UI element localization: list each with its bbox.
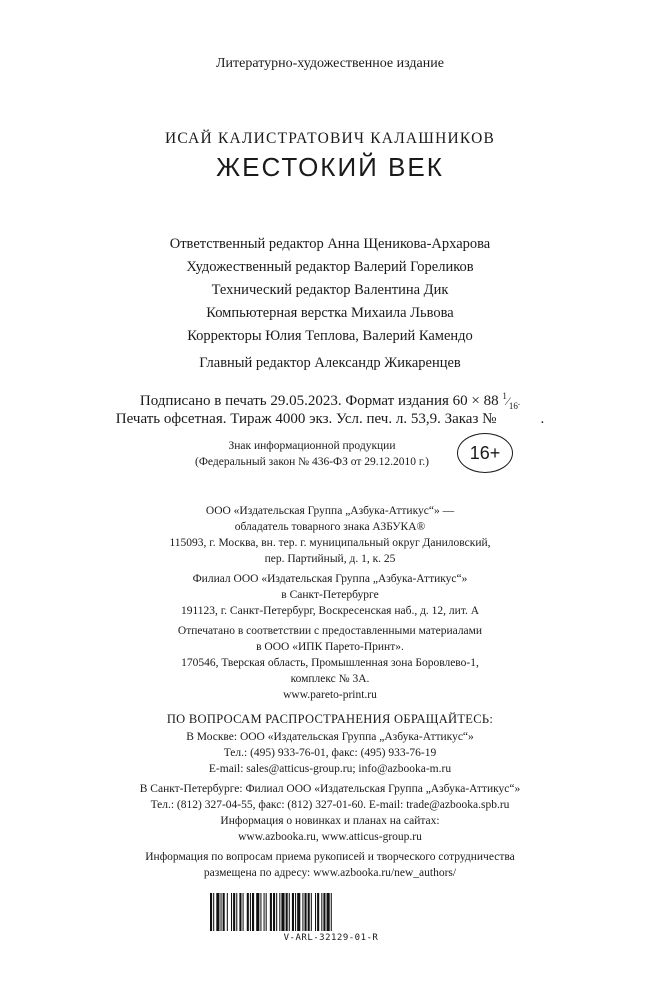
branch-line: Филиал ООО «Издательская Группа „Азбука-Аттикус“» [192, 573, 468, 585]
barcode-bar [273, 893, 275, 931]
barcode-bar [216, 893, 219, 931]
spb-line: Тел.: (812) 327-04-55, факс: (812) 327-01-60. E-mail: trade@azbooka.spb.ru [150, 799, 510, 811]
barcode-number: V-ARL-32129-01-R [283, 933, 379, 943]
barcode-bar [321, 893, 322, 931]
staff-line: Компьютерная верстка Михаила Львова [206, 305, 454, 321]
manuscripts-line: размещена по адресу: www.azbooka.ru/new_authors/ [203, 867, 457, 879]
barcode-bar [239, 893, 241, 931]
barcode-image [210, 893, 452, 931]
barcode-bar [305, 893, 307, 931]
publisher-line: обладатель товарного знака АЗБУКА® [234, 521, 426, 533]
barcode-bar [289, 893, 290, 931]
barcode-bar [281, 893, 284, 931]
staff-line: Технический редактор Валентина Дик [211, 282, 449, 298]
barcode-bar [266, 893, 267, 931]
moscow-line: Тел.: (495) 933-76-01, факс: (495) 933-76-19 [223, 747, 437, 759]
barcode-bar [252, 893, 254, 931]
barcode-bar [233, 893, 235, 931]
barcode-bar [297, 893, 300, 931]
barcode-bar [223, 893, 225, 931]
print-details-line-2: Печать офсетная. Тираж 4000 экз. Усл. печ. л. 53,9. Заказ № . [115, 411, 545, 427]
barcode-bar [236, 893, 237, 931]
barcode-bar [256, 893, 259, 931]
print-details-line-1: Подписано в печать 29.05.2023. Формат издания 60 × 88 $^1⁄_{16}$. [139, 391, 521, 411]
fraction-numerator: 1 [502, 391, 507, 401]
barcode-bar [311, 893, 312, 931]
printer-line: 170546, Тверская область, Промышленная зона Боровлево-1, [181, 657, 479, 669]
barcode-bar [317, 893, 319, 931]
barcode-bar [227, 893, 228, 931]
manuscripts-line: Информация по вопросам приема рукописей и творческого сотрудничества [145, 851, 515, 863]
barcode-bar [286, 893, 288, 931]
book-title: ЖЕСТОКИЙ ВЕК [216, 152, 444, 182]
staff-line: Художественный редактор Валерий Гореликов [186, 259, 474, 275]
barcode-bar [276, 893, 277, 931]
print-details-text: Подписано в печать 29.05.2023. Формат издания 60 × 88 [139, 393, 503, 409]
barcode-bar [243, 893, 244, 931]
barcode-bar [250, 893, 251, 931]
staff-line: Ответственный редактор Анна Щеникова-Архарова [169, 236, 491, 252]
news-line: www.azbooka.ru, www.atticus-group.ru [238, 831, 422, 843]
barcode-bar [247, 893, 249, 931]
printer-line: комплекс № 3А. [290, 673, 370, 685]
branch-line: 191123, г. Санкт-Петербург, Воскресенская наб., д. 12, лит. А [180, 605, 480, 617]
author-name: ИСАЙ КАЛИСТРАТОВИЧ КАЛАШНИКОВ [164, 130, 496, 147]
chief-editor: Главный редактор Александр Жикаренцев [199, 355, 461, 371]
print-details-text: Печать офсетная. Тираж 4000 экз. Усл. печ. л. 53,9. Заказ № [115, 411, 497, 427]
barcode-bar [264, 893, 265, 931]
barcode-bar [331, 893, 332, 931]
barcode-bar [295, 893, 296, 931]
moscow-line: В Москве: ООО «Издательская Группа „Азбука-Аттикус“» [186, 731, 474, 743]
barcode-bar [308, 893, 310, 931]
barcode-bar [279, 893, 280, 931]
printer-line: Отпечатано в соответствии с предоставленными материалами [177, 625, 483, 637]
branch-line: в Санкт-Петербурге [281, 589, 379, 601]
barcode-bar [270, 893, 272, 931]
barcode-bar [210, 893, 212, 931]
info-sign-text: Знак информационной продукции (Федеральный закон № 436-ФЗ от 29.12.2010 г.) [195, 440, 429, 468]
printer-website: www.pareto-print.ru [283, 689, 377, 701]
publisher-line: пер. Партийный, д. 1, к. 25 [264, 553, 396, 565]
moscow-line: E-mail: sales@atticus-group.ru; info@azbooka-m.ru [208, 763, 452, 775]
genre-label: Литературно-художественное издание [216, 56, 444, 71]
news-line: Информация о новинках и планах на сайтах: [220, 815, 440, 827]
printer-line: в ООО «ИПК Парето-Принт». [256, 641, 404, 653]
barcode-bar [260, 893, 261, 931]
barcode-bar [315, 893, 316, 931]
barcode-bar [292, 893, 294, 931]
publisher-line: ООО «Издательская Группа „Азбука-Аттикус“» — [205, 505, 455, 517]
distribution-heading: ПО ВОПРОСАМ РАСПРОСТРАНЕНИЯ ОБРАЩАЙТЕСЬ: [166, 712, 494, 726]
barcode-bar [221, 893, 222, 931]
barcode-bar [323, 893, 325, 931]
spb-line: В Санкт-Петербурге: Филиал ООО «Издательская Группа „Азбука-Аттикус“» [139, 783, 521, 795]
publisher-line: 115093, г. Москва, вн. тер. г. муниципальный округ Даниловский, [169, 537, 491, 549]
barcode-bar [213, 893, 214, 931]
barcode-bar [327, 893, 330, 931]
barcode-bar [302, 893, 303, 931]
barcode-bar [231, 893, 232, 931]
staff-line: Корректоры Юлия Теплова, Валерий Камендо [187, 328, 473, 344]
age-rating-badge: 16+ [457, 433, 513, 473]
fraction-denominator: 16 [508, 401, 518, 411]
